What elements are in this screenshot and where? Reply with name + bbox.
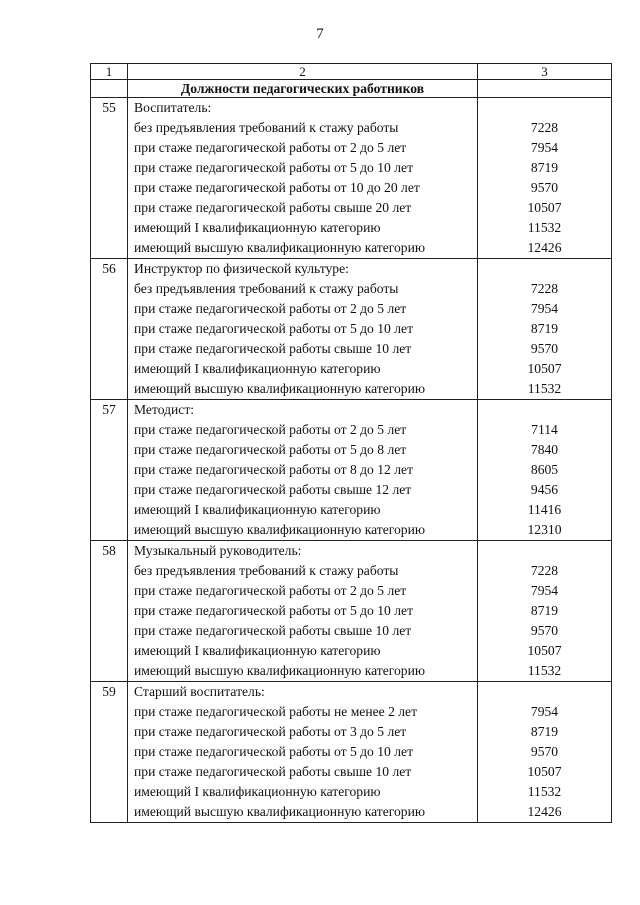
position-names-cell: [128, 98, 478, 259]
condition-label: при стаже педагогической работы от 10 до 20 лет: [134, 180, 420, 195]
position-group-row: [91, 98, 612, 259]
value-blank-line: [478, 400, 611, 420]
condition-label: при стаже педагогической работы свыше 20 лет: [134, 200, 412, 215]
salary-value: 7954: [530, 301, 559, 316]
value-blank-line: [478, 541, 611, 561]
condition-label: при стаже педагогической работы от 5 до 8 лет: [134, 442, 407, 457]
salary-value: 9570: [530, 341, 559, 356]
salary-value: 11532: [527, 784, 562, 799]
value-blank-line: [478, 682, 611, 702]
condition-label: при стаже педагогической работы от 2 до 5 лет: [134, 301, 407, 316]
salary-value: 9456: [530, 482, 559, 497]
column-number-1: 1: [91, 64, 128, 80]
position-names-cell: [128, 259, 478, 400]
position-title: Музыкальный руководитель:: [134, 543, 302, 558]
value-blank-line: [478, 98, 611, 118]
salary-value: 9570: [530, 180, 559, 195]
salary-value: 10507: [527, 361, 562, 376]
salary-values-cell: [478, 259, 612, 400]
condition-label: имеющий высшую квалификационную категорию: [134, 381, 426, 396]
condition-label: без предъявления требований к стажу работы: [134, 281, 399, 296]
row-number: 58: [91, 541, 128, 682]
salary-value: 11532: [527, 220, 562, 235]
salary-table-body: [91, 64, 612, 823]
column-number-row: [91, 64, 612, 80]
salary-value: 7228: [530, 281, 559, 296]
position-group-row: [91, 541, 612, 682]
salary-value: 8719: [530, 603, 559, 618]
column-number-3: 3: [478, 64, 612, 80]
salary-value: 9570: [530, 744, 559, 759]
position-names-cell: [128, 400, 478, 541]
row-number: 59: [91, 682, 128, 823]
salary-value: 7114: [531, 422, 558, 437]
salary-value: 9570: [530, 623, 559, 638]
condition-label: при стаже педагогической работы свыше 12 лет: [134, 482, 412, 497]
salary-value: 7228: [530, 120, 559, 135]
salary-value: 8719: [530, 724, 559, 739]
salary-value: 7954: [530, 140, 559, 155]
salary-value: 11532: [527, 381, 562, 396]
position-group-row: [91, 400, 612, 541]
position-group-row: [91, 259, 612, 400]
condition-label: без предъявления требований к стажу работы: [134, 563, 399, 578]
section-empty-cell: [91, 80, 128, 98]
section-title: Должности педагогических работников: [128, 80, 478, 98]
salary-value: 11416: [527, 502, 562, 517]
condition-label: имеющий I квалификационную категорию: [134, 502, 381, 517]
page-number: 7: [316, 26, 324, 42]
position-names-cell: [128, 682, 478, 823]
condition-label: имеющий высшую квалификационную категорию: [134, 804, 426, 819]
column-number-2: 2: [128, 64, 478, 80]
salary-value: 8719: [530, 160, 559, 175]
condition-label: при стаже педагогической работы свыше 10 лет: [134, 341, 412, 356]
value-blank-line: [478, 259, 611, 279]
salary-value: 11532: [527, 663, 562, 678]
position-group-row: [91, 682, 612, 823]
salary-value: 7954: [530, 704, 559, 719]
salary-value: 7954: [530, 583, 559, 598]
salary-values-cell: [478, 98, 612, 259]
condition-label: имеющий I квалификационную категорию: [134, 784, 381, 799]
condition-label: имеющий I квалификационную категорию: [134, 361, 381, 376]
salary-value: 12426: [527, 240, 562, 255]
section-header-row: [91, 80, 612, 98]
condition-label: имеющий высшую квалификационную категорию: [134, 522, 426, 537]
position-title: Старший воспитатель:: [134, 684, 265, 699]
condition-label: при стаже педагогической работы от 2 до 5 лет: [134, 583, 407, 598]
salary-value: 12310: [527, 522, 562, 537]
position-title: Воспитатель:: [134, 100, 212, 115]
salary-value: 10507: [527, 200, 562, 215]
condition-label: при стаже педагогической работы от 3 до 5 лет: [134, 724, 407, 739]
position-names-cell: [128, 541, 478, 682]
condition-label: при стаже педагогической работы свыше 10 лет: [134, 623, 412, 638]
salary-values-cell: [478, 541, 612, 682]
condition-label: имеющий I квалификационную категорию: [134, 220, 381, 235]
position-title: Инструктор по физической культуре:: [134, 261, 349, 276]
salary-values-cell: [478, 400, 612, 541]
salary-table: [90, 63, 612, 823]
condition-label: при стаже педагогической работы от 5 до 10 лет: [134, 603, 414, 618]
section-empty-cell: [478, 80, 612, 98]
condition-label: при стаже педагогической работы не менее 2 лет: [134, 704, 418, 719]
condition-label: при стаже педагогической работы свыше 10 лет: [134, 764, 412, 779]
condition-label: при стаже педагогической работы от 5 до 10 лет: [134, 321, 414, 336]
condition-label: имеющий I квалификационную категорию: [134, 643, 381, 658]
row-number: 56: [91, 259, 128, 400]
salary-value: 10507: [527, 643, 562, 658]
condition-label: без предъявления требований к стажу работы: [134, 120, 399, 135]
condition-label: при стаже педагогической работы от 2 до 5 лет: [134, 422, 407, 437]
row-number: 55: [91, 98, 128, 259]
condition-label: при стаже педагогической работы от 5 до 10 лет: [134, 744, 414, 759]
salary-value: 8605: [530, 462, 559, 477]
condition-label: имеющий высшую квалификационную категорию: [134, 240, 426, 255]
salary-value: 7228: [530, 563, 559, 578]
position-title: Методист:: [134, 402, 195, 417]
row-number: 57: [91, 400, 128, 541]
salary-value: 7840: [530, 442, 559, 457]
salary-values-cell: [478, 682, 612, 823]
salary-value: 8719: [530, 321, 559, 336]
condition-label: при стаже педагогической работы от 5 до 10 лет: [134, 160, 414, 175]
salary-value: 10507: [527, 764, 562, 779]
salary-value: 12426: [527, 804, 562, 819]
condition-label: имеющий высшую квалификационную категорию: [134, 663, 426, 678]
condition-label: при стаже педагогической работы от 2 до 5 лет: [134, 140, 407, 155]
condition-label: при стаже педагогической работы от 8 до 12 лет: [134, 462, 414, 477]
